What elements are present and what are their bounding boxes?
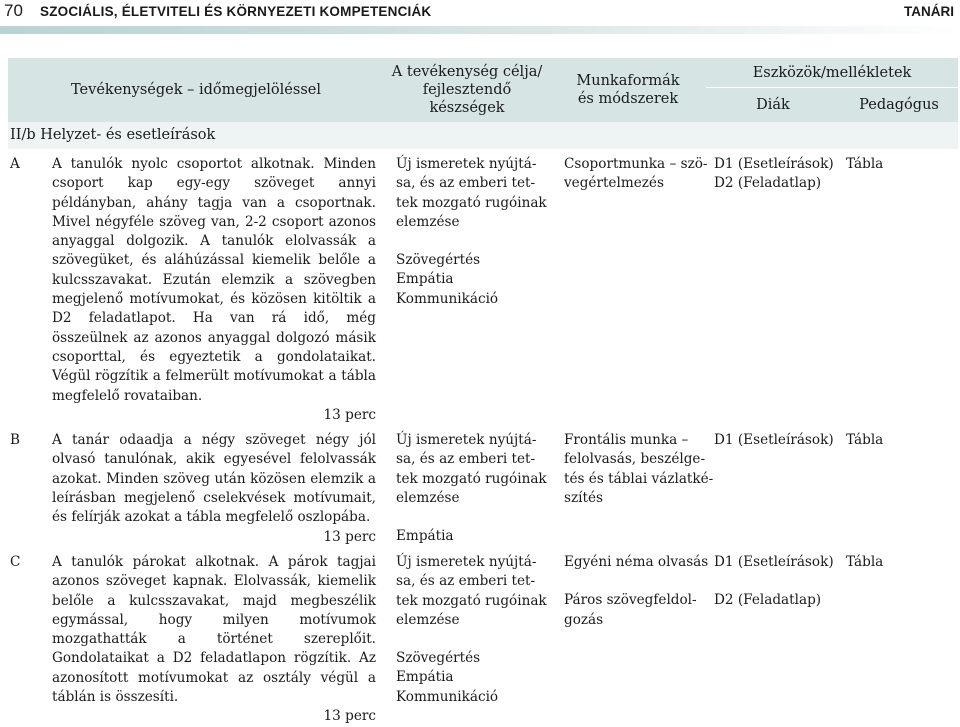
goal-line: Új ismeretek nyújtá- bbox=[396, 156, 537, 172]
running-title: SZOCIÁLIS, ÉLETVITELI ÉS KÖRNYEZETI KOMPETENCIÁK bbox=[40, 4, 432, 19]
student-tools-cell bbox=[706, 547, 840, 727]
header-methods bbox=[550, 58, 706, 122]
table-header bbox=[8, 58, 958, 122]
method-line: tés és táblai vázlatké- bbox=[564, 470, 714, 487]
student-tool: D2 (Feladatlap) bbox=[714, 592, 822, 609]
running-right-label: TANÁRI bbox=[904, 4, 954, 19]
spacer bbox=[714, 572, 840, 591]
activity-duration: 13 perc bbox=[323, 406, 376, 423]
teacher-tools-cell bbox=[840, 547, 958, 727]
table-row bbox=[8, 425, 958, 547]
method-line: Páros szövegfeldol- bbox=[564, 592, 697, 609]
row-letter: B bbox=[10, 432, 20, 449]
teacher-tool: Tábla bbox=[846, 553, 884, 570]
goal-line: Új ismeretek nyújtá- bbox=[396, 432, 537, 449]
goal-cell bbox=[384, 425, 550, 547]
goal-line: tek mozgató rugóinak bbox=[396, 592, 547, 609]
teacher-tools-cell bbox=[840, 149, 958, 425]
method-line: Csoportmunka – szö- bbox=[564, 156, 708, 172]
student-tool: D1 (Esetleírások) bbox=[714, 553, 834, 570]
spacer bbox=[564, 572, 706, 591]
teacher-tool: Tábla bbox=[846, 156, 884, 172]
header-activities: Tevékenységek – időmegjelöléssel bbox=[8, 58, 384, 122]
header-tools: Eszközök/mellékletek bbox=[706, 58, 958, 88]
teacher-tools-cell bbox=[840, 425, 958, 547]
section-title: II/b Helyzet- és esetleírások bbox=[8, 122, 958, 149]
student-tools-cell bbox=[706, 425, 840, 547]
method-line: Egyéni néma olvasás bbox=[564, 553, 709, 570]
methods-cell bbox=[550, 547, 709, 727]
activity-duration: 13 perc bbox=[323, 708, 376, 725]
goal-line: elemzése bbox=[396, 213, 460, 230]
section-row bbox=[8, 122, 958, 149]
header-goal-line1: A tevékenység célja/ bbox=[391, 64, 543, 80]
goal-line: tek mozgató rugóinak bbox=[396, 470, 547, 487]
goal-line: sa, és az emberi tet- bbox=[396, 573, 536, 590]
lesson-plan-table bbox=[8, 58, 958, 727]
teacher-tool: Tábla bbox=[846, 432, 884, 449]
methods-cell bbox=[550, 149, 706, 425]
student-tool: D1 (Esetleírások) bbox=[714, 156, 834, 172]
goal-line: Empátia bbox=[396, 528, 454, 545]
activity-cell bbox=[52, 425, 384, 547]
spacer bbox=[396, 508, 550, 527]
goal-line: Empátia bbox=[396, 271, 454, 288]
activity-text: A tanulók párokat alkotnak. A párok tagjai azonos szöveget kapnak. Elolvassák, kiemelik belőle a kulcsszavakat, majd megbeszélik egymással, hogy milyen motívumok mozgathatták a történet szereplőit. Gondolataikat a D2 feladatlapon rögzítik. Az azonosított motívumokat az osztály végül a táblán is összesíti. bbox=[52, 553, 376, 706]
table-row bbox=[8, 547, 958, 727]
spacer bbox=[396, 630, 550, 649]
row-letter: A bbox=[10, 156, 20, 172]
goal-line: sa, és az emberi tet- bbox=[396, 175, 536, 192]
goal-line: Empátia bbox=[396, 669, 454, 686]
goal-cell bbox=[384, 547, 550, 727]
student-tool: D1 (Esetleírások) bbox=[714, 432, 834, 449]
goal-line: Új ismeretek nyújtá- bbox=[396, 553, 537, 570]
goal-line: tek mozgató rugóinak bbox=[396, 194, 547, 211]
methods-cell bbox=[550, 425, 714, 547]
goal-line: elemzése bbox=[396, 611, 460, 628]
header-teacher: Pedagógus bbox=[840, 88, 958, 123]
spacer bbox=[396, 232, 550, 251]
student-tools-cell bbox=[706, 149, 840, 425]
header-rule bbox=[0, 26, 960, 34]
method-line: szítés bbox=[564, 490, 603, 507]
goal-cell bbox=[384, 149, 550, 425]
header-student: Diák bbox=[706, 88, 840, 123]
header-goal-line2: fejlesztendő készségek bbox=[422, 82, 512, 116]
method-line: gozás bbox=[564, 611, 604, 628]
activity-text: A tanár odaadja a négy szöveget négy jól olvasó tanulónak, akik egyesével felolvassák azokat. Minden szöveg után közösen elemzik a leírásban megjelenő cselekvések motívumait, és felírják azokat a tábla megfelelő oszlopába. bbox=[52, 432, 376, 526]
activity-duration: 13 perc bbox=[323, 528, 376, 545]
activity-cell bbox=[52, 547, 384, 727]
method-line: Frontális munka – bbox=[564, 432, 689, 449]
header-methods-line1: Munkaformák bbox=[576, 73, 680, 89]
goal-line: Kommunikáció bbox=[396, 290, 499, 307]
goal-line: Kommunikáció bbox=[396, 688, 499, 705]
goal-line: Szövegértés bbox=[396, 252, 481, 269]
header-methods-line2: és módszerek bbox=[577, 91, 679, 107]
running-header bbox=[0, 0, 960, 24]
row-letter: C bbox=[10, 553, 21, 570]
goal-line: sa, és az emberi tet- bbox=[396, 451, 536, 468]
goal-line: Szövegértés bbox=[396, 650, 481, 667]
student-tool: D2 (Feladatlap) bbox=[714, 175, 822, 192]
table-row bbox=[8, 149, 958, 425]
goal-line: elemzése bbox=[396, 490, 460, 507]
page-number: 70 bbox=[4, 1, 23, 20]
activity-text: A tanulók nyolc csoportot alkotnak. Minden csoport kap egy-egy szöveget annyi példányban, ahány tagja van a csoportnak. Mivel négyféle szöveg van, 2-2 csoport azonos anyaggal dolgozik. A tanulók elolvassák a szövegüket, és aláhúzással kiemelik belőle a kulcsszavakat. Ezután elemzik a szövegben megjelenő motívumokat, és közösen kitöltik a D2 feladatlapot. Ha van rá idő, még összeülnek az azonos anyaggal dolgozó másik csoporttal, és egyeztetik a gondolataikat. Végül rögzítik a felmerült motívumokat a tábla megfelelő rovataiban. bbox=[52, 156, 376, 404]
method-line: felolvasás, beszélge- bbox=[564, 451, 706, 468]
method-line: vegértelmezés bbox=[564, 175, 664, 192]
header-goal bbox=[384, 58, 550, 122]
activity-cell bbox=[52, 149, 384, 425]
